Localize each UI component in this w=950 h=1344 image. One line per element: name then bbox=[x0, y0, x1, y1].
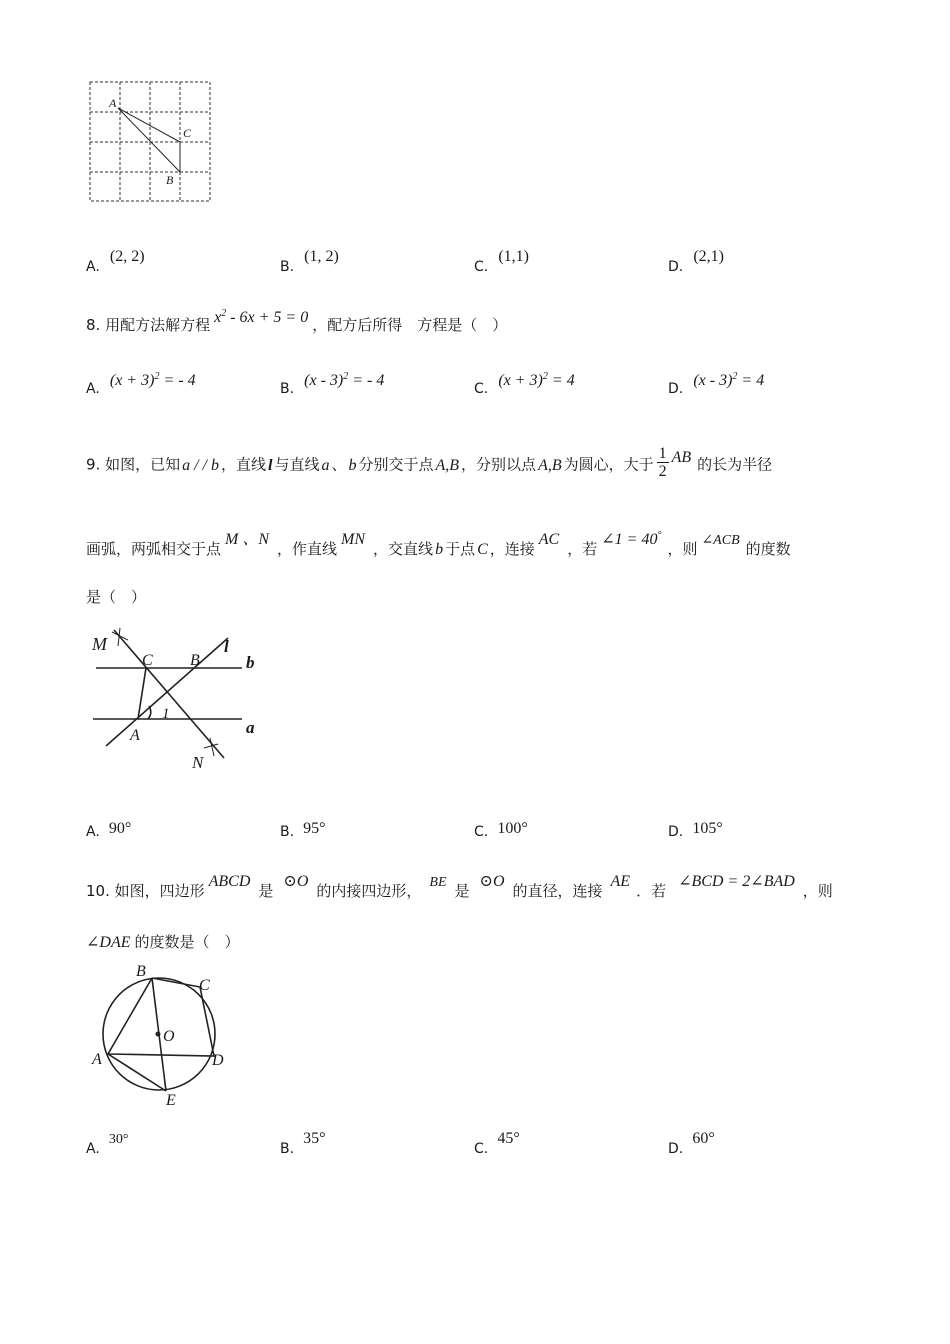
option-value: 35° bbox=[303, 1130, 326, 1147]
q8-option-d[interactable] bbox=[668, 370, 765, 397]
q10-stem-line-2 bbox=[86, 931, 240, 952]
option-label: B. bbox=[280, 259, 295, 275]
equation-base: x bbox=[214, 309, 222, 326]
stem-text: 是 bbox=[258, 882, 274, 900]
option-exponent: 2 bbox=[542, 371, 548, 382]
q7-option-d[interactable] bbox=[668, 246, 724, 275]
option-label: D. bbox=[668, 1141, 684, 1157]
option-rest: = - 4 bbox=[348, 372, 385, 389]
option-exponent: 2 bbox=[154, 371, 160, 382]
option-value: 45° bbox=[497, 1130, 520, 1147]
q9-option-c[interactable] bbox=[474, 818, 528, 838]
stem-math: ∠ACB bbox=[701, 533, 740, 548]
q9-label-m: M bbox=[92, 634, 107, 654]
stem-math: A,B bbox=[435, 456, 460, 474]
q9-label-a-point: A bbox=[130, 727, 140, 744]
option-value: (1, 2) bbox=[304, 248, 339, 265]
q9-label-angle-1: 1 bbox=[162, 706, 170, 722]
option-value: (2,1) bbox=[693, 248, 724, 265]
q8-stem bbox=[86, 308, 508, 335]
q7-option-c[interactable] bbox=[474, 246, 529, 275]
stem-text: 与直线 bbox=[274, 455, 320, 474]
stem-text: 的度数 bbox=[745, 540, 791, 558]
stem-text: 9. 如图，已知 bbox=[86, 455, 181, 474]
option-rest: = 4 bbox=[737, 372, 765, 389]
stem-text: 是 bbox=[454, 882, 470, 900]
equation-exponent: 2 bbox=[221, 308, 227, 319]
option-base: (x - 3) bbox=[693, 372, 733, 389]
fraction-numerator: 1 bbox=[658, 445, 667, 462]
q8-option-a[interactable] bbox=[86, 370, 196, 397]
q8-prefix: 8. 用配方法解方程 bbox=[86, 316, 211, 334]
stem-math: ⊙O bbox=[479, 873, 505, 890]
q9-option-a[interactable] bbox=[86, 818, 131, 838]
stem-text: ，作直线 bbox=[277, 540, 338, 558]
stem-text: 的度数是（ ） bbox=[134, 933, 240, 951]
stem-text: 的长为半径 bbox=[697, 455, 773, 474]
stem-text: ，若 bbox=[567, 540, 598, 558]
q7-option-a[interactable] bbox=[86, 246, 145, 275]
option-value bbox=[693, 372, 764, 389]
option-base: (x + 3) bbox=[498, 372, 543, 389]
q9-label-n: N bbox=[192, 753, 204, 772]
option-rest: = 4 bbox=[547, 372, 575, 389]
q10-label-o: O bbox=[163, 1028, 175, 1045]
option-label: A. bbox=[86, 1141, 100, 1157]
stem-math: b bbox=[435, 541, 444, 558]
stem-math: AB bbox=[671, 448, 692, 466]
option-label: D. bbox=[668, 381, 684, 397]
option-value: (1,1) bbox=[498, 248, 529, 265]
q10-stem-line-1 bbox=[86, 873, 833, 901]
q10-option-d[interactable] bbox=[668, 1128, 715, 1157]
option-label: B. bbox=[280, 1141, 295, 1157]
stem-text: ，分别以点 bbox=[461, 455, 537, 474]
q9-label-c: C bbox=[142, 652, 153, 669]
option-base: (x + 3) bbox=[109, 372, 155, 389]
fraction-one-half bbox=[657, 446, 669, 480]
q10-label-e: E bbox=[166, 1092, 176, 1109]
stem-math: ABCD bbox=[208, 873, 251, 890]
q10-option-b[interactable] bbox=[280, 1128, 326, 1157]
q9-label-b-line: b bbox=[246, 653, 255, 672]
stem-text: ，则 bbox=[802, 882, 833, 900]
q9-label-a-line: a bbox=[246, 718, 255, 737]
option-label: D. bbox=[668, 259, 684, 275]
stem-math: b bbox=[348, 456, 357, 474]
stem-math-angle bbox=[601, 531, 661, 548]
stem-text: ．若 bbox=[636, 882, 667, 900]
option-label: C. bbox=[474, 824, 489, 840]
stem-math: M 、N bbox=[225, 531, 270, 548]
q10-label-a: A bbox=[92, 1051, 102, 1068]
option-value: 100° bbox=[497, 820, 528, 837]
option-value: 60° bbox=[692, 1130, 715, 1147]
angle-value: ∠1 = 40 bbox=[601, 531, 658, 548]
stem-text: ，直线 bbox=[220, 455, 266, 474]
stem-text: 的直径，连接 bbox=[512, 882, 603, 900]
option-label: A. bbox=[86, 259, 100, 275]
q7-point-a: A bbox=[109, 96, 117, 110]
q9-option-d[interactable] bbox=[668, 818, 723, 838]
stem-math: A,B bbox=[538, 456, 562, 474]
stem-math: ⊙O bbox=[283, 873, 309, 890]
stem-math: ∠BCD = 2∠BAD bbox=[678, 873, 795, 890]
q8-option-c[interactable] bbox=[474, 370, 575, 397]
q10-label-c: C bbox=[199, 977, 210, 994]
stem-math: MN bbox=[341, 531, 366, 548]
option-label: C. bbox=[474, 381, 489, 397]
stem-text: 10. 如图，四边形 bbox=[86, 882, 205, 900]
option-base: (x - 3) bbox=[304, 372, 344, 389]
option-value: 95° bbox=[303, 820, 326, 837]
q8-option-b[interactable] bbox=[280, 370, 385, 397]
q9-stem-line-1 bbox=[86, 445, 773, 482]
option-value bbox=[498, 372, 574, 389]
stem-math: AE bbox=[610, 873, 631, 890]
q9-construction-figure bbox=[86, 626, 266, 776]
stem-text: ，连接 bbox=[489, 540, 535, 558]
option-rest: = - 4 bbox=[159, 372, 196, 389]
q7-point-b: B bbox=[166, 173, 174, 187]
q9-stem-line-2 bbox=[86, 530, 791, 559]
option-value: 30° bbox=[108, 1132, 129, 1147]
stem-text: 分别交于点 bbox=[358, 455, 434, 474]
q10-label-d: D bbox=[212, 1052, 224, 1069]
q8-equation bbox=[214, 309, 308, 326]
equation-rest: - 6x + 5 = 0 bbox=[226, 309, 309, 326]
option-label: B. bbox=[280, 824, 295, 840]
q9-label-l: l bbox=[224, 637, 229, 656]
option-label: A. bbox=[86, 824, 100, 840]
option-label: D. bbox=[668, 824, 684, 840]
q7-grid-figure bbox=[86, 78, 216, 206]
q7-option-b[interactable] bbox=[280, 246, 339, 275]
option-value: 90° bbox=[108, 820, 132, 837]
q8-suffix: ，配方后所得 方程是（ ） bbox=[312, 316, 508, 334]
option-label: C. bbox=[474, 1141, 489, 1157]
q10-option-c[interactable] bbox=[474, 1128, 520, 1157]
degree-sign: ° bbox=[657, 530, 662, 541]
q10-circle-figure bbox=[86, 958, 236, 1108]
stem-math: a / / b bbox=[182, 456, 219, 474]
option-value bbox=[304, 372, 384, 389]
stem-text: 为圆心，大于 bbox=[563, 455, 654, 474]
option-value bbox=[110, 372, 196, 389]
stem-math: AC bbox=[538, 531, 560, 548]
center-o-dot bbox=[156, 1032, 161, 1037]
stem-math: l bbox=[268, 456, 273, 474]
q10-option-a[interactable] bbox=[86, 1128, 129, 1157]
q9-option-b[interactable] bbox=[280, 818, 326, 838]
stem-text: 的内接四边形， bbox=[316, 882, 422, 900]
fraction-denominator: 2 bbox=[658, 463, 667, 480]
stem-text: 画弧，两弧相交于点 bbox=[86, 540, 222, 558]
stem-math: ∠DAE bbox=[86, 934, 131, 951]
stem-math: C bbox=[477, 541, 488, 558]
option-label: A. bbox=[86, 381, 100, 397]
stem-text: ，交直线 bbox=[373, 540, 434, 558]
option-label: B. bbox=[280, 381, 295, 397]
stem-math: BE bbox=[429, 875, 447, 890]
stem-text: ，则 bbox=[667, 540, 698, 558]
option-label: C. bbox=[474, 259, 489, 275]
q7-point-c: C bbox=[183, 126, 192, 140]
option-value: (2, 2) bbox=[109, 248, 145, 265]
q9-label-b-point: B bbox=[190, 652, 200, 669]
q9-stem-line-3: 是（ ） bbox=[86, 588, 147, 606]
option-value: 105° bbox=[692, 820, 723, 837]
q10-label-b: B bbox=[136, 963, 146, 980]
stem-text: 于点 bbox=[445, 540, 476, 558]
option-exponent: 2 bbox=[343, 371, 349, 382]
stem-text: 、 bbox=[331, 455, 347, 474]
stem-math: a bbox=[321, 456, 330, 474]
option-exponent: 2 bbox=[732, 371, 738, 382]
